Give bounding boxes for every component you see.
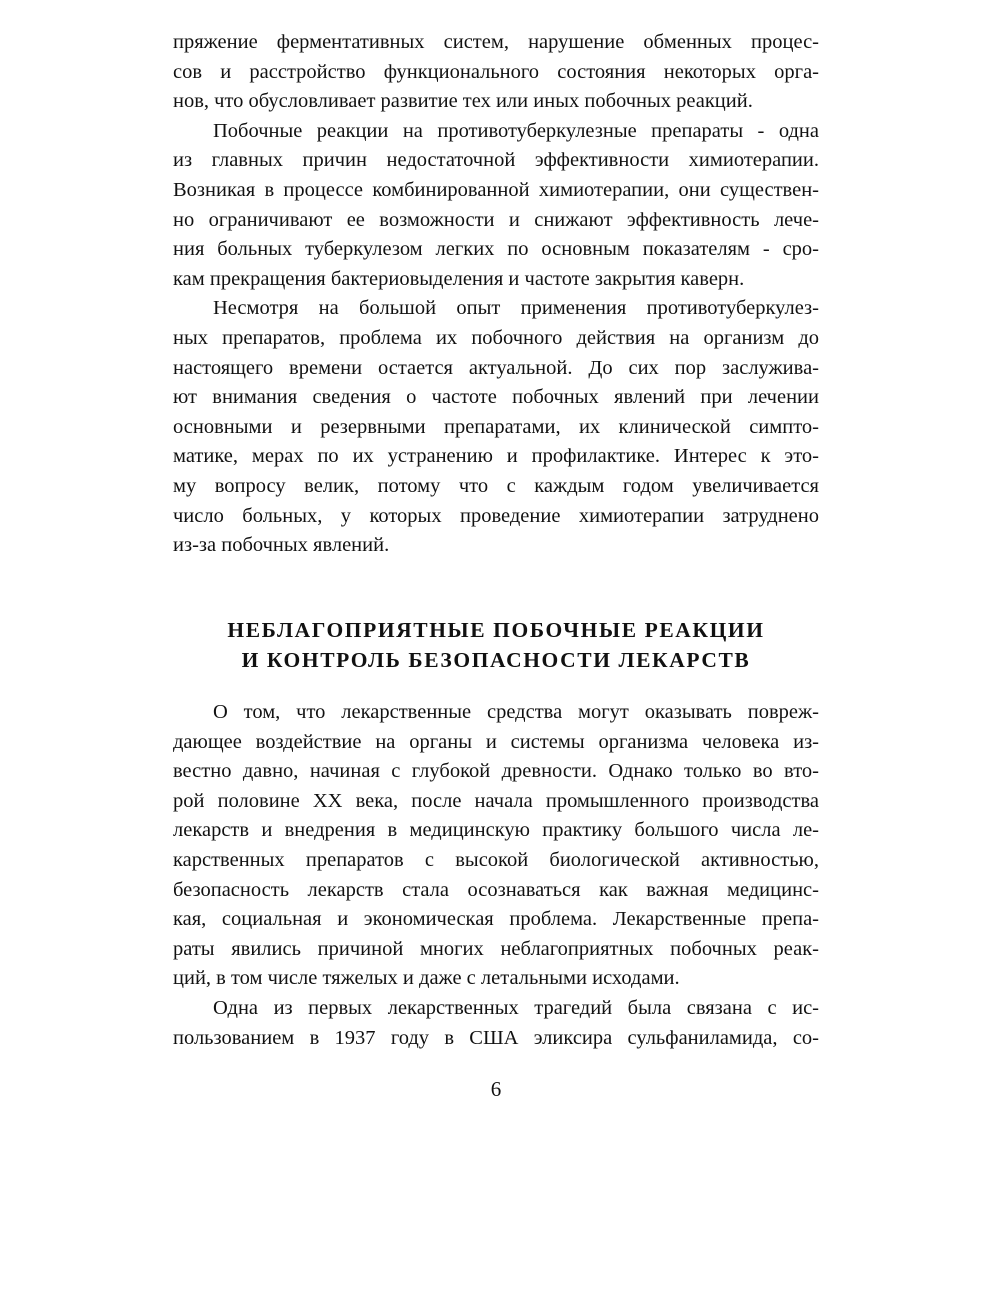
text-line: Возникая в процессе комбинированной химиотерапии, они существен- xyxy=(173,178,819,201)
text-line: Одна из первых лекарственных трагедий была связана с ис- xyxy=(213,996,819,1019)
text-line: дающее воздействие на органы и системы организма человека из- xyxy=(173,730,819,753)
text-line: основными и резервными препаратами, их клинической симпто- xyxy=(173,415,819,438)
text-line: ют внимания сведения о частоте побочных явлений при лечении xyxy=(173,386,819,409)
text-line: карственных препаратов с высокой биологической активностью, xyxy=(173,848,819,871)
text-line: матике, мерах по их устранению и профилактике. Интерес к это- xyxy=(173,445,819,468)
text-line: настоящего времени остается актуальной. До сих пор заслужива- xyxy=(173,356,819,379)
text-line: из-за побочных явлений. xyxy=(173,534,390,557)
top-text-block xyxy=(173,28,819,561)
text-line: пользованием в 1937 году в США эликсира сульфаниламида, со- xyxy=(173,1026,819,1049)
text-line: Несмотря на большой опыт применения противотуберкулез- xyxy=(213,297,819,320)
heading-line-1: НЕБЛАГОПРИЯТНЫЕ ПОБОЧНЫЕ РЕАКЦИИ xyxy=(227,618,765,642)
heading-line-2: И КОНТРОЛЬ БЕЗОПАСНОСТИ ЛЕКАРСТВ xyxy=(241,648,751,672)
page-number: 6 xyxy=(490,1077,502,1101)
text-line: сов и расстройство функционального состояния некоторых орга- xyxy=(173,60,819,83)
text-line: кам прекращения бактериовыделения и частоте закрытия каверн. xyxy=(173,267,745,290)
text-line: ных препаратов, проблема их побочного действия на организм до xyxy=(173,326,819,349)
text-line: вестно давно, начиная с глубокой древности. Однако только во вто- xyxy=(173,760,819,783)
text-line: нов, что обусловливает развитие тех или иных побочных реакций. xyxy=(173,90,753,113)
text-line: лекарств и внедрения в медицинскую практику большого числа ле- xyxy=(173,819,819,842)
text-line: О том, что лекарственные средства могут оказывать повреж- xyxy=(213,701,819,723)
text-line: безопасность лекарств стала осознаваться как важная медицинс- xyxy=(173,878,819,901)
bottom-text-block xyxy=(173,698,819,1053)
text-line: число больных, у которых проведение химиотерапии затруднено xyxy=(173,504,819,527)
text-line: Побочные реакции на противотуберкулезные препараты - одна xyxy=(213,119,819,142)
text-line: но ограничивают ее возможности и снижают эффективность лече- xyxy=(173,208,819,231)
text-line: кая, социальная и экономическая проблема. Лекарственные препа- xyxy=(173,908,819,931)
text-line: ций, в том числе тяжелых и даже с летальными исходами. xyxy=(173,967,680,990)
text-line: му вопросу велик, потому что с каждым годом увеличивается xyxy=(173,474,819,497)
text-line: раты явились причиной многих неблагоприятных побочных реак- xyxy=(173,937,819,960)
text-line: ния больных туберкулезом легких по основным показателям - сро- xyxy=(173,238,819,261)
text-line: рой половине XX века, после начала промышленного производства xyxy=(173,789,819,812)
section-heading xyxy=(173,615,819,675)
text-line: из главных причин недостаточной эффективности химиотерапии. xyxy=(173,149,819,172)
text-line: пряжение ферментативных систем, нарушение обменных процес- xyxy=(173,31,819,53)
